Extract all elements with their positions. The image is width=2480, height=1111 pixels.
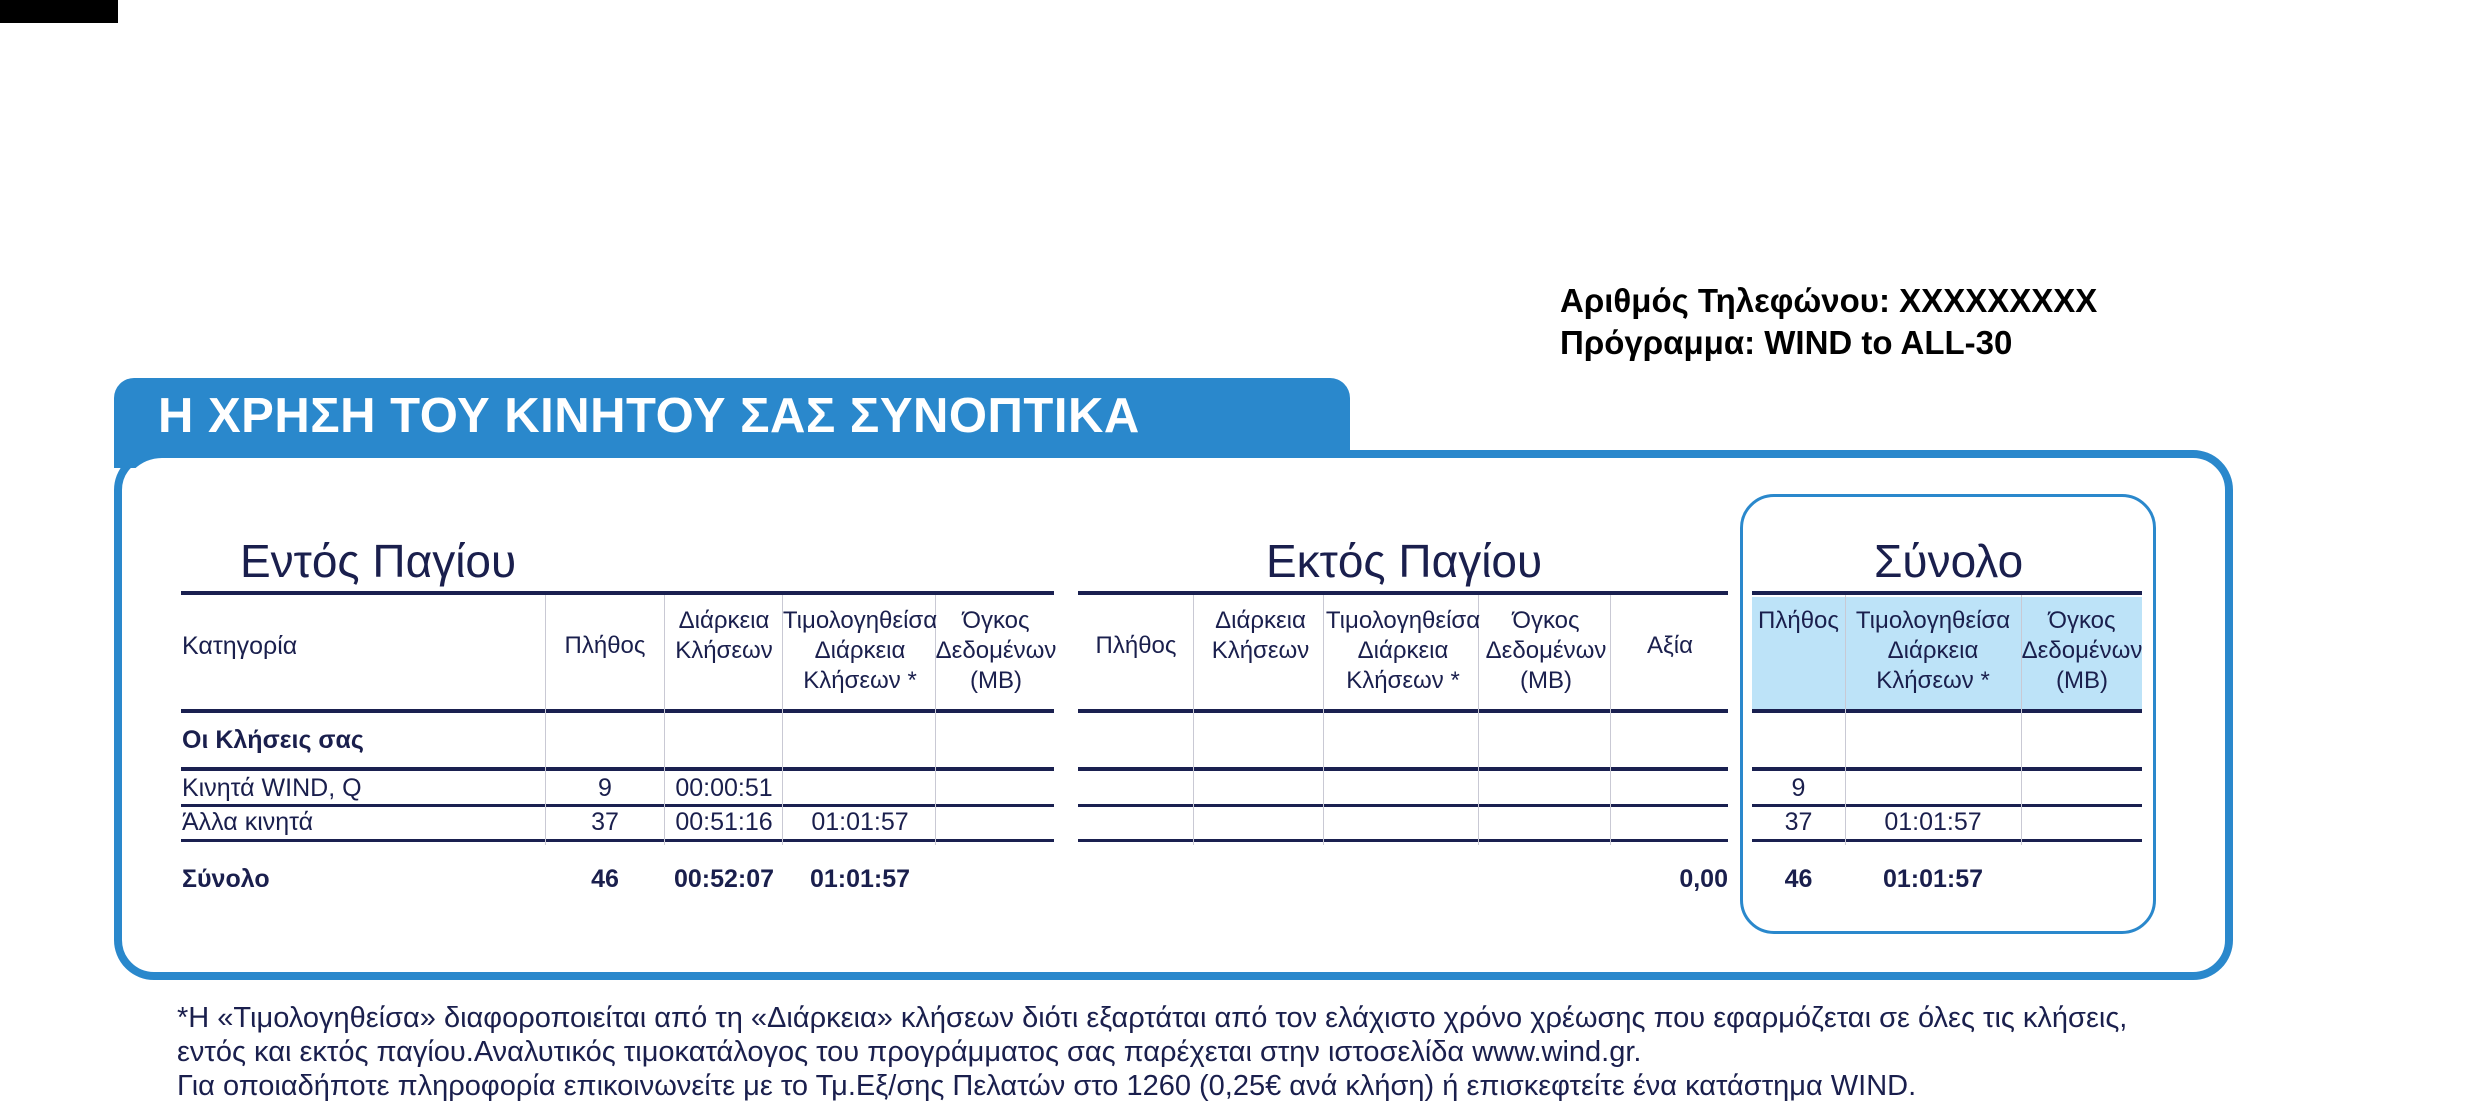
row-category: Κινητά WIND, Q xyxy=(182,774,362,802)
header-billed-duration: Τιμολογηθείσα Διάρκεια Κλήσεων * xyxy=(1855,607,2011,694)
totals-duration: 00:52:07 xyxy=(673,865,775,893)
header-value: Αξία xyxy=(1647,632,1693,659)
footnote-line: εντός και εκτός παγίου.Αναλυτικός τιμοκατάλογος του προγράμματος σας παρέχεται στην ιστοσελίδα www.wind.gr. xyxy=(177,1036,1642,1068)
rule-outside-header xyxy=(1078,709,1728,713)
row-duration: 00:00:51 xyxy=(675,774,773,802)
totals-count: 46 xyxy=(591,865,619,893)
panel-inner-corner xyxy=(122,458,1350,498)
totals-billed: 01:01:57 xyxy=(809,865,911,893)
col-divider xyxy=(1193,595,1194,845)
section-title-within: Εντός Παγίου xyxy=(240,535,517,587)
totals-label: Σύνολο xyxy=(182,865,270,893)
header-billed-duration: Τιμολογηθείσα Διάρκεια Κλήσεων * xyxy=(1325,607,1481,694)
rule-outside-row2 xyxy=(1078,839,1728,842)
plan-name: Πρόγραμμα: WIND to ALL-30 xyxy=(1560,324,2013,361)
row-count: 9 xyxy=(598,774,612,802)
rule-within-group xyxy=(181,767,1054,771)
section-title-outside: Εκτός Παγίου xyxy=(1266,535,1543,587)
footnote-line: *Η «Τιμολογηθείσα» διαφοροποιείται από τη «Διάρκεια» κλήσεων διότι εξαρτάται από τον ελάχιστο χρόνο χρέωσης που εφαρμόζεται σε όλες τις κλήσεις, xyxy=(177,1002,2128,1034)
rule-outside-group xyxy=(1078,767,1728,771)
rule-total-top xyxy=(1752,591,2142,595)
row-category: Άλλα κινητά xyxy=(182,808,314,836)
col-divider xyxy=(545,595,546,845)
phone-number: Αριθμός Τηλεφώνου: XXXXXXXXX xyxy=(1560,282,2098,319)
row-total-count: 9 xyxy=(1791,774,1806,802)
header-count: Πλήθος xyxy=(1758,607,1839,634)
header-duration: Διάρκεια Κλήσεων xyxy=(675,607,773,664)
rule-within-header xyxy=(181,709,1054,713)
rule-total-group xyxy=(1752,767,2142,771)
summary-banner xyxy=(114,378,1350,454)
row-total-count: 37 xyxy=(1784,808,1813,836)
section-title-total: Σύνολο xyxy=(1874,535,2024,587)
corner-mark xyxy=(0,0,118,23)
group-label: Οι Κλήσεις σας xyxy=(182,726,364,754)
header-count: Πλήθος xyxy=(564,632,646,659)
totals-total-billed: 01:01:57 xyxy=(1882,865,1984,893)
totals-value: 0,00 xyxy=(1679,865,1728,893)
rule-outside-top xyxy=(1078,591,1728,595)
row-total-billed: 01:01:57 xyxy=(1884,808,1982,836)
header-category: Κατηγορία xyxy=(182,632,298,660)
rule-within-row2 xyxy=(181,839,1054,842)
header-count: Πλήθος xyxy=(1095,632,1177,659)
header-duration: Διάρκεια Κλήσεων xyxy=(1211,607,1310,664)
account-info xyxy=(1560,280,2097,364)
footnote-line: Για οποιαδήποτε πληροφορία επικοινωνείτε με το Τμ.Εξ/σης Πελατών στο 1260 (0,25€ ανά κλήση) ή επισκεφτείτε ένα κατάστημα WIND. xyxy=(177,1070,1917,1102)
row-billed: 01:01:57 xyxy=(811,808,909,836)
rule-within-top xyxy=(181,591,1054,595)
summary-title: Η ΧΡΗΣΗ ΤΟΥ ΚΙΝΗΤΟΥ ΣΑΣ ΣΥΝΟΠΤΙΚΑ xyxy=(158,389,1140,443)
header-data-volume: Όγκος Δεδομένων (MB) xyxy=(1485,607,1607,694)
header-billed-duration: Τιμολογηθείσα Διάρκεια Κλήσεων * xyxy=(782,607,938,694)
header-data-volume: Όγκος Δεδομένων (MB) xyxy=(935,607,1057,694)
header-data-volume: Όγκος Δεδομένων (MB) xyxy=(2021,607,2143,694)
rule-outside-row1 xyxy=(1078,804,1728,807)
rule-total-header xyxy=(1752,709,2142,713)
row-count: 37 xyxy=(591,808,619,836)
rule-total-row2 xyxy=(1752,839,2142,842)
row-duration: 00:51:16 xyxy=(675,808,773,836)
totals-total-count: 46 xyxy=(1784,865,1813,893)
